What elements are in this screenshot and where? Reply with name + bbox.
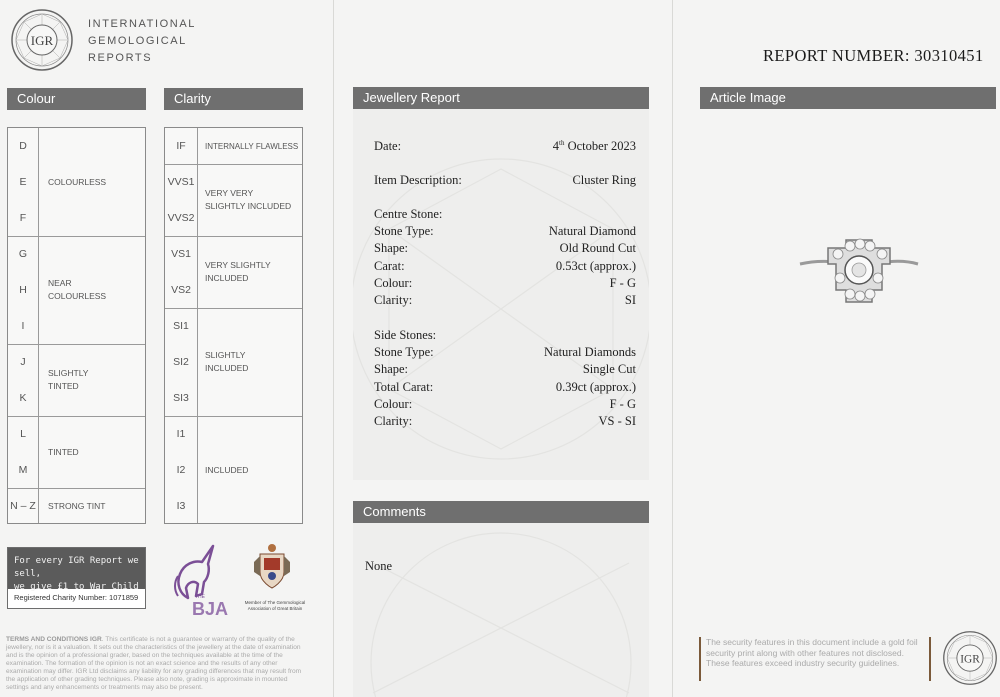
item-value: Cluster Ring xyxy=(572,173,636,187)
charity-box xyxy=(7,547,146,609)
comments-panel xyxy=(353,523,649,697)
colour-group: TINTED xyxy=(48,447,79,457)
gemmological-crest xyxy=(250,542,294,592)
svg-text:THE: THE xyxy=(195,594,205,600)
security-bar xyxy=(699,637,701,681)
colour-grade: M xyxy=(18,464,28,476)
comments-header: Comments xyxy=(353,501,649,523)
clarity-group: VERY VERY SLIGHTLY INCLUDED xyxy=(205,188,292,211)
ring-image xyxy=(798,234,920,308)
colour-group: SLIGHTLY TINTED xyxy=(48,368,89,391)
charity-line: For every IGR Report we sell, xyxy=(14,556,139,579)
colour-grade: I xyxy=(21,320,25,332)
svg-text:IGR: IGR xyxy=(30,33,54,48)
colour-group: STRONG TINT xyxy=(48,501,106,511)
colour-group: COLOURLESS xyxy=(48,177,107,187)
charity-line: we give £1 to War Child xyxy=(14,582,139,592)
gemmological-caption: Member of The Gemmological Association of Great Britain xyxy=(244,600,306,611)
brand-name: INTERNATIONAL GEMOLOGICAL REPORTS xyxy=(88,18,196,64)
jewellery-report-header: Jewellery Report xyxy=(353,87,649,109)
watermark-pattern xyxy=(353,523,649,697)
date-label: Date: xyxy=(374,139,402,153)
fold-line xyxy=(333,0,334,697)
clarity-grade: I2 xyxy=(176,464,186,476)
clarity-grade: SI2 xyxy=(173,356,189,368)
colour-grade: N – Z xyxy=(10,500,36,512)
clarity-group: INCLUDED xyxy=(205,465,249,475)
clarity-header: Clarity xyxy=(164,88,303,110)
colour-grade: G xyxy=(18,248,28,260)
comments-text: None xyxy=(365,559,393,573)
clarity-grade: VVS2 xyxy=(167,212,195,224)
bja-unicorn-logo xyxy=(168,542,238,618)
clarity-grade: VS2 xyxy=(171,284,191,296)
clarity-grade: VVS1 xyxy=(167,176,195,188)
colour-grade: E xyxy=(19,176,27,188)
security-bar xyxy=(929,637,931,681)
item-label: Item Description: xyxy=(374,173,462,187)
colour-grade: H xyxy=(19,284,27,296)
svg-text:BJA: BJA xyxy=(192,599,229,618)
colour-table xyxy=(7,127,146,524)
clarity-grade: SI3 xyxy=(173,392,189,404)
fold-line xyxy=(672,0,673,697)
clarity-group: INTERNALLY FLAWLESS xyxy=(205,142,299,151)
terms-and-conditions: TERMS AND CONDITIONS IGR. This certificate is not a guarantee or warranty of the quality of the jewellery, nor is it a valuation. It sets out the characteristics of the jewellery at the date of examination and is the opinion of a professional grader, based on the techniques available at the time of the examination. The formation of the opinion is not an exact science and the results of any other examination may differ. IGR Ltd disclaims any liability for any grading differences that may result from the application of other grading techniques. Please also note, grading is approximate in mounted settings and any enhancements or treatments may also be present. xyxy=(6,636,302,691)
colour-grade: K xyxy=(19,392,27,404)
charity-number: Registered Charity Number: 1071859 xyxy=(14,593,139,602)
report-number: REPORT NUMBER: 30310451 xyxy=(763,46,984,65)
jewellery-report-panel: Date: 4th October 2023 Item Description: Cluster Ring Centre Stone: Stone Type: Natural Diamond Shape: Old Round Cut Carat: 0.53ct (approx.) Colour: F - G Clarity: SI Side Stones: Stone Type: Natural Diamonds Shape: Single Cut Total Carat: 0.39ct (approx.) Colour: F - G Clarity: VS - SI xyxy=(353,109,649,480)
clarity-grade: IF xyxy=(176,140,186,152)
colour-grade: J xyxy=(20,356,26,368)
clarity-grade: I1 xyxy=(176,428,186,440)
security-notice: The security features in this document include a gold foil security print along with other features not disclosed. These features exceed industry security guidelines. xyxy=(706,637,918,668)
clarity-grade: VS1 xyxy=(171,248,191,260)
clarity-grade: I3 xyxy=(176,500,186,512)
article-image-header: Article Image xyxy=(700,87,996,109)
clarity-group: VERY SLIGHTLY INCLUDED xyxy=(205,260,271,283)
colour-grade: L xyxy=(20,428,26,440)
clarity-table xyxy=(164,127,303,524)
igr-logo xyxy=(10,8,74,72)
svg-text:IGR: IGR xyxy=(960,653,980,666)
colour-grade: D xyxy=(19,140,27,152)
clarity-group: SLIGHTLY INCLUDED xyxy=(205,350,249,373)
date-value: 4th October 2023 xyxy=(552,139,636,154)
colour-group: NEAR COLOURLESS xyxy=(48,278,107,301)
igr-logo-small xyxy=(942,630,998,686)
clarity-grade: SI1 xyxy=(173,320,189,332)
colour-header: Colour xyxy=(7,88,146,110)
colour-grade: F xyxy=(19,212,27,224)
